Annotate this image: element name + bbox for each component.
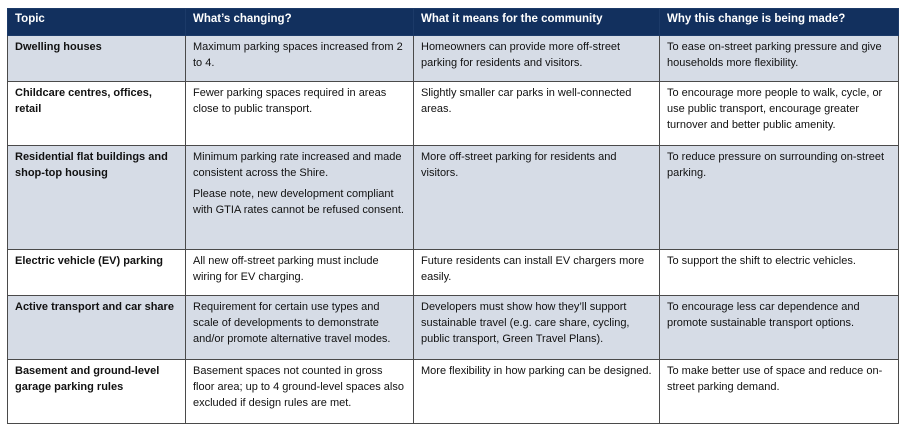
row-changing	[186, 296, 414, 360]
header-community-meaning: What it means for the community	[414, 9, 660, 36]
row-changing	[186, 146, 414, 250]
row-why: To encourage more people to walk, cycle, or use public transport, encourage greater turnover and better public amenity.	[660, 82, 899, 146]
changing-text: Maximum parking spaces increased from 2 to 4.	[193, 41, 403, 69]
row-why: To reduce pressure on surrounding on-street parking.	[660, 146, 899, 250]
changing-text: Requirement for certain use types and scale of developments to demonstrate and/or promote alternative travel modes.	[193, 301, 391, 345]
parking-changes-table	[7, 8, 899, 424]
header-topic: Topic	[8, 9, 186, 36]
row-topic: Residential flat buildings and shop-top housing	[8, 146, 186, 250]
table-row-basement-garage-rules	[8, 360, 899, 424]
header-whats-changing: What’s changing?	[186, 9, 414, 36]
changing-note: Please note, new development compliant with GTIA rates cannot be refused consent.	[193, 188, 404, 216]
row-changing	[186, 82, 414, 146]
row-means: More off-street parking for residents and visitors.	[414, 146, 660, 250]
changing-text: All new off-street parking must include wiring for EV charging.	[193, 255, 379, 283]
table-row-residential-flat-buildings	[8, 146, 899, 250]
row-means: Future residents can install EV chargers more easily.	[414, 250, 660, 296]
table-row-dwelling-houses	[8, 36, 899, 82]
row-why: To make better use of space and reduce on-street parking demand.	[660, 360, 899, 424]
table-row-childcare-offices-retail	[8, 82, 899, 146]
table-row-ev-parking	[8, 250, 899, 296]
row-topic: Active transport and car share	[8, 296, 186, 360]
header-why-change: Why this change is being made?	[660, 9, 899, 36]
row-means: Homeowners can provide more off-street parking for residents and visitors.	[414, 36, 660, 82]
row-why: To ease on-street parking pressure and give households more flexibility.	[660, 36, 899, 82]
changing-text: Minimum parking rate increased and made consistent across the Shire.	[193, 151, 402, 179]
table-header-row	[8, 9, 899, 36]
row-topic: Basement and ground-level garage parking rules	[8, 360, 186, 424]
changing-text: Basement spaces not counted in gross floor area; up to 4 ground-level spaces also excluded if design rules are met.	[193, 365, 404, 409]
row-topic: Electric vehicle (EV) parking	[8, 250, 186, 296]
row-why: To encourage less car dependence and promote sustainable transport options.	[660, 296, 899, 360]
parking-changes-table-wrapper	[7, 8, 898, 424]
row-means: More flexibility in how parking can be designed.	[414, 360, 660, 424]
row-changing	[186, 250, 414, 296]
changing-text: Fewer parking spaces required in areas close to public transport.	[193, 87, 387, 115]
row-why: To support the shift to electric vehicles.	[660, 250, 899, 296]
row-changing	[186, 36, 414, 82]
row-changing	[186, 360, 414, 424]
row-means: Slightly smaller car parks in well-connected areas.	[414, 82, 660, 146]
table-row-active-transport	[8, 296, 899, 360]
row-topic: Dwelling houses	[8, 36, 186, 82]
row-topic: Childcare centres, offices, retail	[8, 82, 186, 146]
row-means: Developers must show how they’ll support sustainable travel (e.g. care share, cycling, public transport, Green Travel Plans).	[414, 296, 660, 360]
